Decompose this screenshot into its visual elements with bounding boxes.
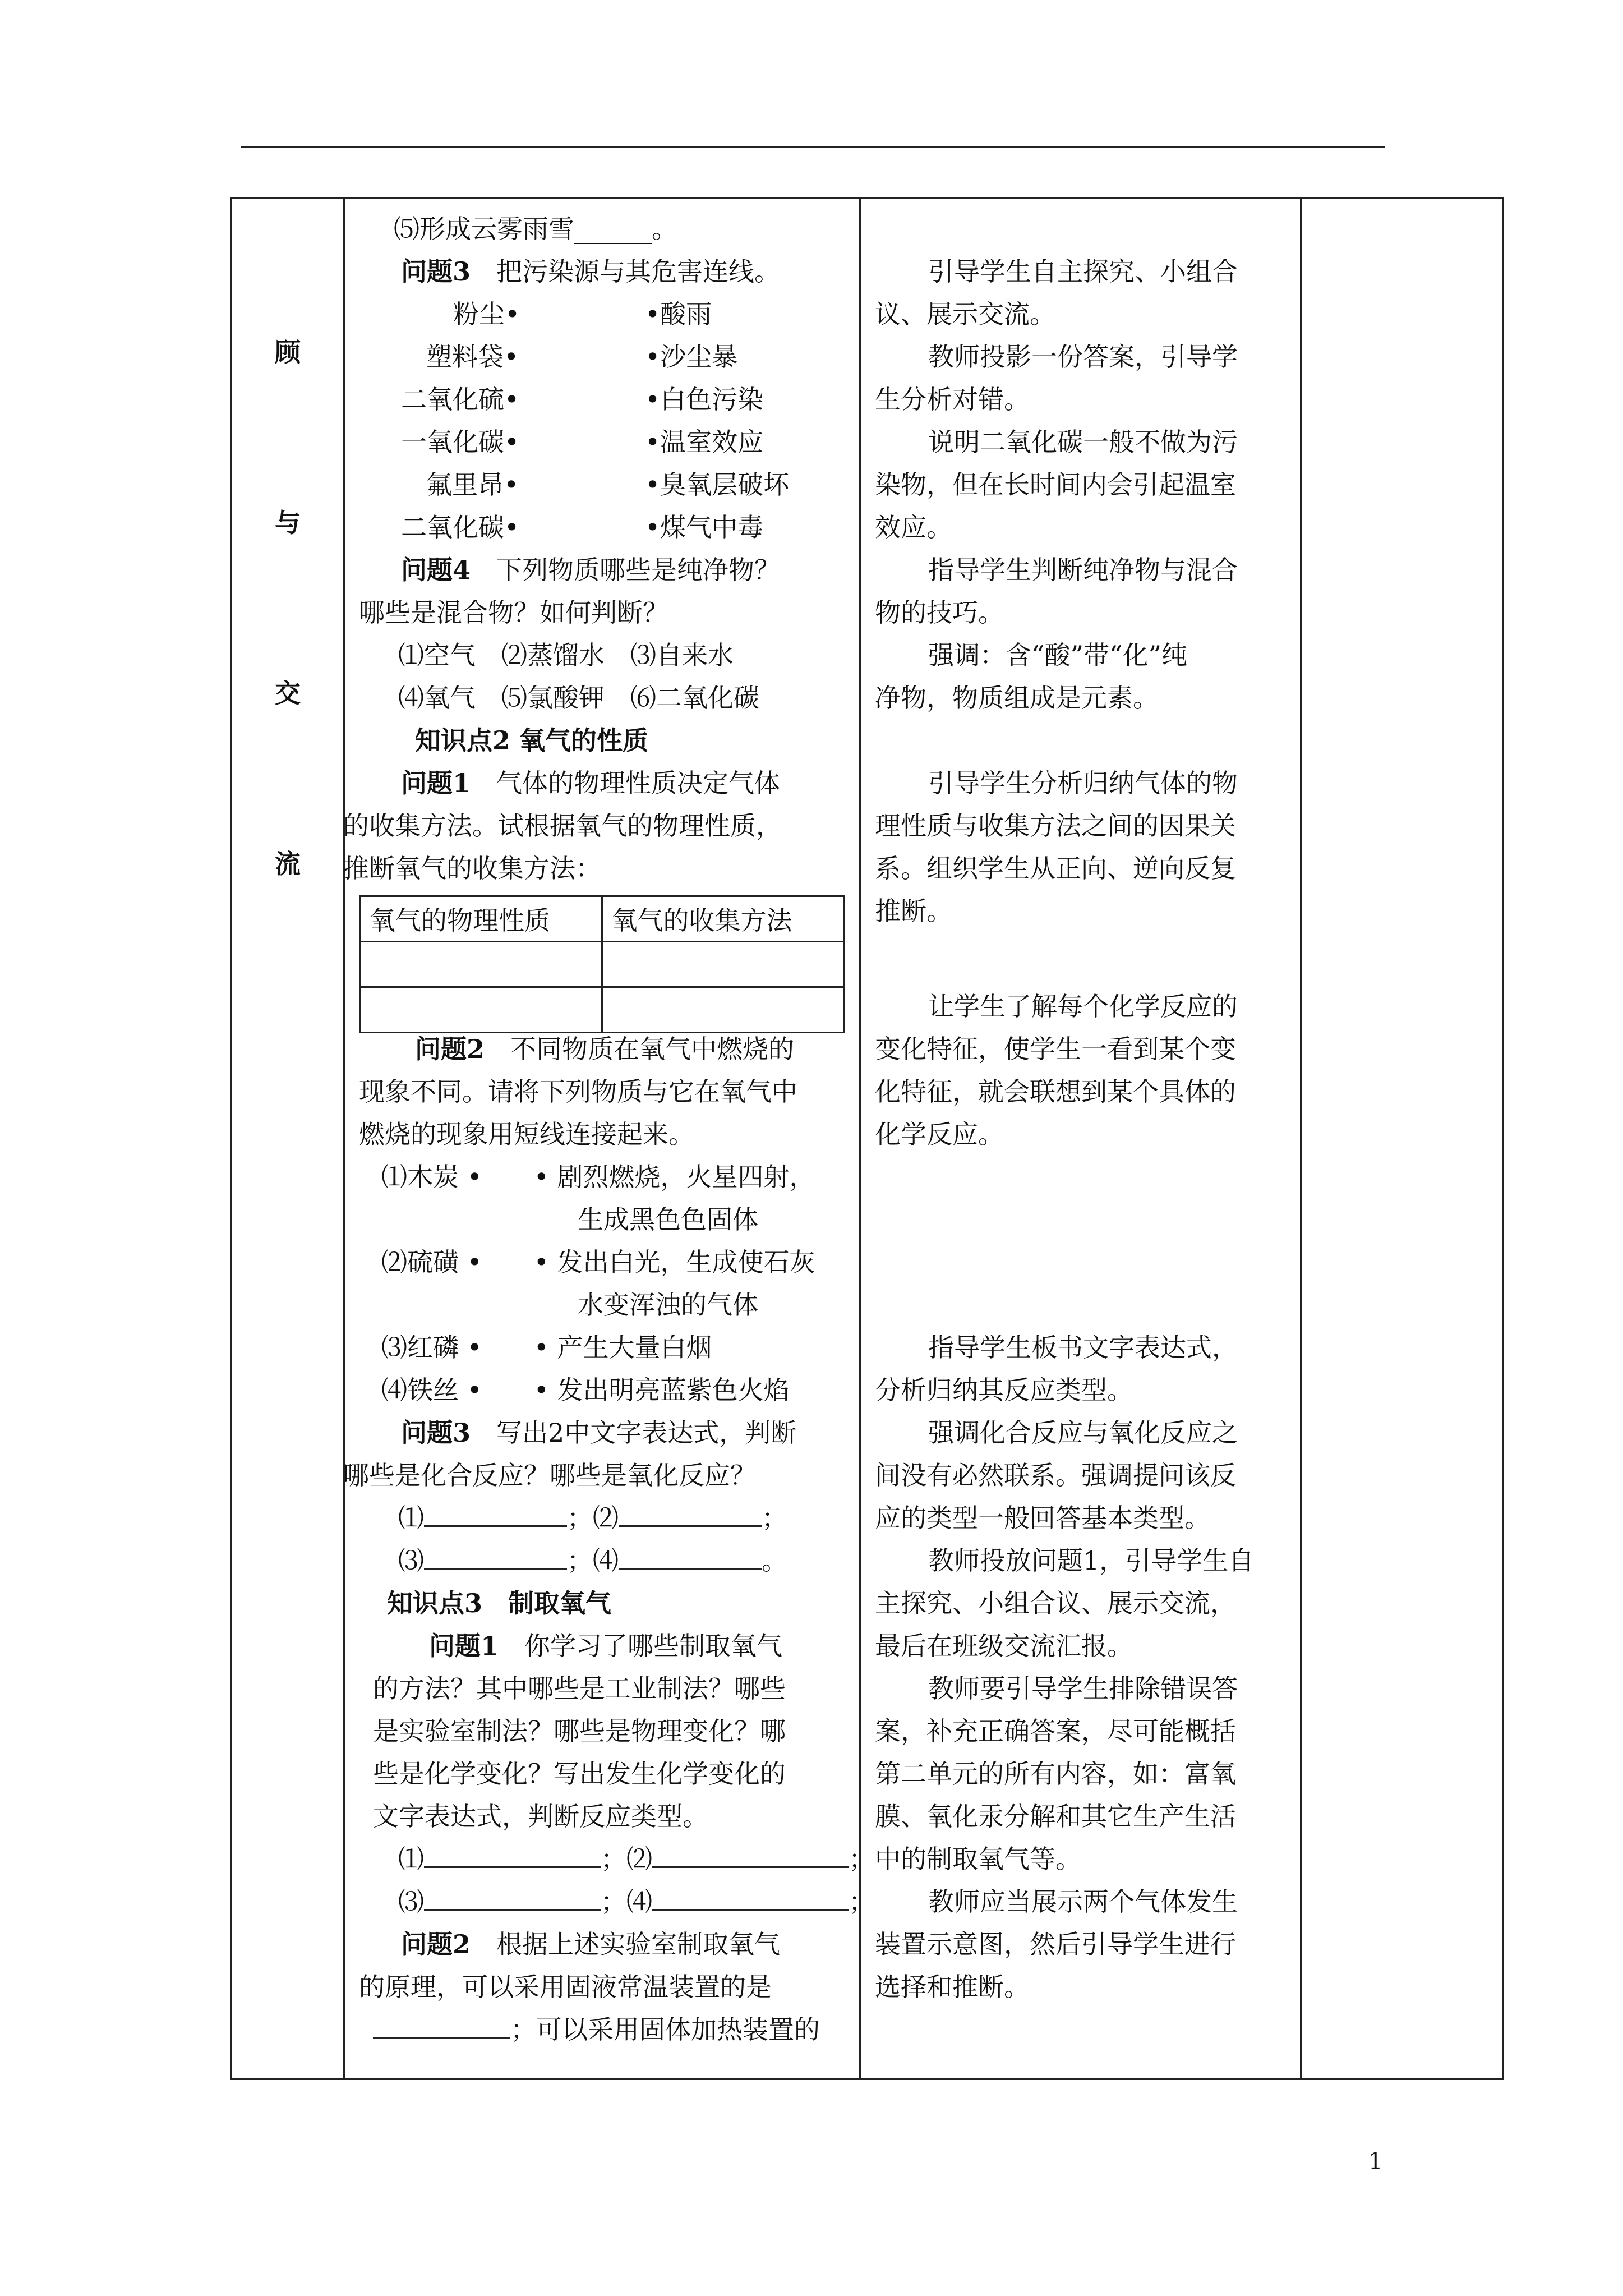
text-line: 理性质与收集方法之间的因果关	[875, 811, 1236, 841]
text-line: 净物，物质组成是元素。	[875, 683, 1159, 713]
text-line	[398, 634, 734, 677]
answer-blank	[424, 1881, 601, 1911]
text-segment: 知识点3 制取氧气	[387, 1588, 612, 1618]
text-line: 选择和推断。	[875, 1972, 1030, 2002]
text-segment: ；	[762, 1503, 787, 1533]
text-segment: ⑴木炭 • • 剧烈燃烧，火星四射，	[381, 1162, 815, 1192]
text-segment: ⑶	[398, 1545, 424, 1576]
question-label: 问题1	[401, 768, 471, 798]
text-segment: 根据上述实验室制取氧气	[471, 1929, 781, 1959]
section-label-char: 顾	[275, 337, 301, 367]
text-line	[398, 677, 759, 719]
text-line: 中的制取氧气等。	[875, 1844, 1081, 1874]
table-cell	[602, 987, 844, 1033]
text-segment: ⑶红磷 • • 产生大量白烟	[381, 1332, 712, 1363]
text-line	[578, 1198, 758, 1241]
text-segment: 推断氧气的收集方法：	[343, 853, 601, 884]
text-line	[359, 1966, 772, 2008]
answer-blank	[619, 1540, 762, 1570]
text-segment: 现象不同。请将下列物质与它在氧气中	[359, 1076, 797, 1107]
text-segment: 些是化学变化？写出发生化学变化的	[373, 1759, 786, 1789]
question-label: 问题3	[401, 256, 471, 287]
text-segment: 粉尘•	[453, 299, 520, 329]
text-segment: 的方法？其中哪些是工业制法？哪些	[373, 1673, 786, 1704]
text-line: 效应。	[875, 512, 952, 542]
text-line	[401, 762, 780, 804]
text-segment: 的收集方法。试根据氧气的物理性质，	[343, 811, 782, 841]
text-segment: 生成黑色色固体	[578, 1204, 758, 1235]
text-line	[359, 591, 668, 634]
text-segment: 氟里昂•	[426, 470, 519, 500]
table-cell	[602, 942, 844, 987]
table-header: 氧气的收集方法	[602, 896, 844, 942]
text-line	[359, 1113, 694, 1156]
text-line	[645, 421, 763, 463]
text-line: 教师投放问题1，引导学生自	[928, 1545, 1255, 1576]
text-segment: ；可以采用固体加热装置的	[510, 2014, 820, 2045]
text-line	[645, 378, 763, 421]
text-line	[426, 463, 519, 506]
text-segment: ⑷铁丝 • • 发出明亮蓝紫色火焰	[381, 1375, 790, 1405]
text-line: 推断。	[875, 896, 952, 926]
text-line	[401, 506, 519, 549]
text-segment: 二氧化碳•	[401, 512, 520, 542]
text-line	[381, 1241, 815, 1283]
question-label: 问题2	[401, 1929, 471, 1959]
blank-line	[398, 1539, 787, 1582]
answer-blank	[652, 1881, 849, 1911]
text-line	[415, 1028, 794, 1070]
text-line: 变化特征，使学生一看到某个变	[875, 1034, 1236, 1064]
text-line: 最后在班级交流汇报。	[875, 1631, 1133, 1661]
question-label: 问题3	[401, 1418, 471, 1448]
text-segment: ⑷氧气 ⑸氯酸钾 ⑹二氧化碳	[398, 683, 759, 713]
text-line: 膜、氧化汞分解和其它生产生活	[875, 1801, 1236, 1832]
text-line	[381, 1369, 790, 1411]
text-line: 应的类型一般回答基本类型。	[875, 1503, 1210, 1533]
header-rule	[241, 146, 1385, 148]
text-line	[645, 293, 712, 335]
table-header: 氧气的物理性质	[360, 896, 602, 942]
text-line	[401, 549, 780, 591]
oxygen-properties-table	[359, 895, 845, 1033]
text-line: 化特征，就会联想到某个具体的	[875, 1076, 1236, 1107]
text-segment: ；	[849, 1844, 874, 1874]
text-line: 让学生了解每个化学反应的	[928, 991, 1238, 1022]
text-line: 强调化合反应与氧化反应之	[928, 1418, 1238, 1448]
text-segment: ⑸形成云雾雨雪______。	[394, 214, 677, 244]
text-line	[426, 335, 519, 378]
text-segment: •酸雨	[645, 299, 712, 329]
text-segment: 不同物质在氧气中燃烧的	[485, 1034, 795, 1064]
text-segment: ；⑵	[601, 1844, 652, 1874]
text-segment: 水变浑浊的气体	[578, 1290, 758, 1320]
text-line	[373, 1752, 786, 1795]
text-line: 教师要引导学生排除错误答	[928, 1673, 1238, 1704]
text-segment: ⑴空气 ⑵蒸馏水 ⑶自来水	[398, 640, 734, 670]
blank-line	[398, 1880, 874, 1923]
text-line	[401, 1923, 780, 1966]
text-line: 指导学生判断纯净物与混合	[928, 555, 1238, 585]
text-line	[343, 1454, 756, 1497]
text-line: 物的技巧。	[875, 597, 1004, 628]
text-line	[453, 293, 520, 335]
text-segment: 是实验室制法？哪些是物理变化？哪	[373, 1716, 786, 1746]
text-line: 化学反应。	[875, 1119, 1004, 1149]
text-line: 主探究、小组合议、展示交流，	[875, 1588, 1236, 1618]
text-line	[429, 1625, 782, 1667]
text-line	[645, 506, 763, 549]
text-line: 装置示意图，然后引导学生进行	[875, 1929, 1236, 1959]
column-divider	[343, 197, 345, 2080]
question-label: 问题1	[429, 1631, 499, 1661]
page-number: 1	[1368, 2148, 1383, 2174]
text-segment: 燃烧的现象用短线连接起来。	[359, 1119, 694, 1149]
blank-line	[398, 1497, 787, 1539]
text-line: 强调：含“酸”带“化”纯	[928, 640, 1188, 670]
text-line: 引导学生分析归纳气体的物	[928, 768, 1238, 798]
text-line	[401, 1411, 796, 1454]
text-line: 案，补充正确答案，尽可能概括	[875, 1716, 1236, 1746]
text-segment: 哪些是化合反应？哪些是氧化反应？	[343, 1460, 756, 1490]
answer-blank	[424, 1838, 601, 1868]
text-segment: •白色污染	[645, 384, 764, 415]
text-line	[394, 208, 677, 250]
text-segment: ⑴	[398, 1503, 424, 1533]
text-segment: 一氧化碳•	[401, 427, 520, 457]
text-line	[343, 804, 782, 847]
text-line: 指导学生板书文字表达式，	[928, 1332, 1238, 1363]
text-segment: ；⑷	[601, 1887, 652, 1917]
question-label: 问题4	[401, 555, 471, 585]
section-label-char: 流	[275, 849, 301, 879]
text-segment: 。	[762, 1545, 787, 1576]
text-segment: ⑶	[398, 1887, 424, 1917]
column-divider	[1300, 197, 1302, 2080]
text-line: 染物，但在长时间内会引起温室	[875, 470, 1236, 500]
column-divider	[859, 197, 861, 2080]
text-line: 生分析对错。	[875, 384, 1030, 415]
text-segment: 把污染源与其危害连线。	[471, 256, 781, 287]
text-segment: •沙尘暴	[645, 342, 738, 372]
section-label-char: 交	[275, 678, 301, 708]
text-segment: 气体的物理性质决定气体	[471, 768, 781, 798]
text-line	[645, 463, 789, 506]
text-segment: •温室效应	[645, 427, 764, 457]
answer-blank	[424, 1497, 567, 1527]
text-line: 系。组织学生从正向、逆向反复	[875, 853, 1236, 884]
text-line: 说明二氧化碳一般不做为污	[928, 427, 1238, 457]
text-line	[373, 1795, 708, 1838]
text-line: 议、展示交流。	[875, 299, 1055, 329]
text-line	[373, 1667, 786, 1710]
text-segment: 二氧化硫•	[401, 384, 520, 415]
text-line	[401, 378, 519, 421]
text-line: 间没有必然联系。强调提问该反	[875, 1460, 1236, 1490]
blank-line	[398, 1838, 874, 1880]
text-line: 第二单元的所有内容，如：富氧	[875, 1759, 1236, 1789]
text-segment: 下列物质哪些是纯净物？	[471, 555, 781, 585]
text-line	[401, 421, 519, 463]
text-line	[381, 1326, 712, 1369]
text-line	[343, 847, 601, 890]
text-segment: ；⑵	[567, 1503, 619, 1533]
answer-blank	[652, 1838, 849, 1868]
text-segment: ⑴	[398, 1844, 424, 1874]
text-segment: ；	[849, 1887, 874, 1917]
question-label: 问题2	[415, 1034, 485, 1064]
text-segment: 你学习了哪些制取氧气	[499, 1631, 783, 1661]
text-line	[401, 250, 780, 293]
text-segment: 哪些是混合物？如何判断？	[359, 597, 668, 628]
table-cell	[360, 942, 602, 987]
answer-blank	[424, 1540, 567, 1570]
text-segment: 的原理，可以采用固液常温装置的是	[359, 1972, 772, 2002]
text-line: 教师投影一份答案，引导学	[928, 342, 1238, 372]
text-line	[578, 1283, 758, 1326]
text-line: 分析归纳其反应类型。	[875, 1375, 1133, 1405]
text-line	[645, 335, 737, 378]
text-segment: •煤气中毒	[645, 512, 764, 542]
text-line: 引导学生自主探究、小组合	[928, 256, 1238, 287]
answer-blank	[373, 2009, 510, 2039]
text-segment: ⑵硫磺 • • 发出白光，生成使石灰	[381, 1247, 815, 1277]
text-segment: ；⑷	[567, 1545, 619, 1576]
text-line	[359, 1070, 797, 1113]
text-line: 教师应当展示两个气体发生	[928, 1887, 1238, 1917]
text-segment: 写出2中文字表达式，判断	[471, 1418, 797, 1448]
text-line	[387, 1582, 611, 1625]
answer-blank	[619, 1497, 762, 1527]
text-segment: 知识点2 氧气的性质	[415, 725, 649, 756]
section-label-char: 与	[275, 508, 301, 538]
table-cell	[360, 987, 602, 1033]
blank-line	[373, 2008, 820, 2051]
text-segment: 塑料袋•	[426, 342, 519, 372]
text-segment: 文字表达式，判断反应类型。	[373, 1801, 708, 1832]
text-line	[381, 1156, 815, 1198]
text-line	[415, 719, 648, 762]
text-line	[373, 1710, 786, 1752]
text-segment: •臭氧层破坏	[645, 470, 790, 500]
